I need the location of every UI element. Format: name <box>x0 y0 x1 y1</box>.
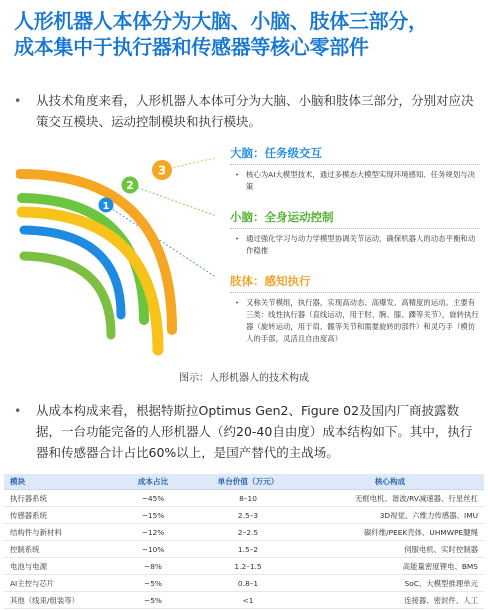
brain-section <box>230 145 480 193</box>
cost-share-cell: ~45% <box>106 490 200 507</box>
table-header-row <box>4 474 484 490</box>
bullet-icon: • <box>14 93 22 108</box>
module-cell: 其他（线束/组装等） <box>4 592 106 609</box>
core-components-cell: 连接器、密封件、人工 <box>296 592 484 609</box>
title-line-2: 成本集中于执行器和传感器等核心零部件 <box>14 35 369 59</box>
limb-description: • 又称关节模组，执行器，实现高动态、高爆发、高精度的运动。主要有三类：线性执行器（直线运动，用于肘、腕、膝、踝等关节），旋转执行器（旋转运动，用于肩、髋等关节和需要旋转的部件）和灵巧手（模仿人的手部，灵活且自由度高） <box>230 297 480 345</box>
bullet-icon: • <box>14 403 22 418</box>
column-header-cost-share: 成本占比 <box>106 474 200 490</box>
table-row <box>4 490 484 507</box>
column-header-core-components: 核心构成 <box>296 474 484 490</box>
cost-text: 从成本构成来看，根据特斯拉Optimus Gen2、Figure 02及国内厂商披露数据，一台功能完备的人形机器人（约20-40自由度）成本结构如下。其中，执行器和传感器合计占比60%以上，是国产替代的主战场。 <box>36 403 473 460</box>
marker-2-label: 2 <box>126 179 134 192</box>
limb-section <box>230 273 480 345</box>
module-cell: AI主控与芯片 <box>4 575 106 592</box>
unit-value-cell: 2–2.5 <box>200 524 296 541</box>
cerebellum-section <box>230 209 480 257</box>
brain-cerebellum-limb-arc-diagram <box>16 150 216 360</box>
table-row <box>4 541 484 558</box>
module-cell: 电池与电源 <box>4 558 106 575</box>
cost-share-cell: ~8% <box>106 558 200 575</box>
module-cell: 执行器系统 <box>4 490 106 507</box>
cost-share-cell: ~5% <box>106 575 200 592</box>
core-components-cell: 高能量密度锂电、BMS <box>296 558 484 575</box>
core-components-cell: SoC、大模型推理单元 <box>296 575 484 592</box>
unit-value-cell: 0.8–1 <box>200 575 296 592</box>
core-components-cell: 无框电机、谐波/RV减速器、行星丝杠 <box>296 490 484 507</box>
table-row <box>4 575 484 592</box>
core-components-cell: 伺服电机、实时控制器 <box>296 541 484 558</box>
limb-heading: 肢体：感知执行 <box>230 273 480 292</box>
cerebellum-heading: 小脑：全身运动控制 <box>230 209 480 228</box>
module-cell: 传感器系统 <box>4 507 106 524</box>
table-row <box>4 507 484 524</box>
cost-share-cell: ~10% <box>106 541 200 558</box>
cost-paragraph <box>14 400 476 463</box>
arc-2-leader-line <box>130 185 216 220</box>
title-line-1: 人形机器人本体分为大脑、小脑、肢体三部分， <box>14 9 428 33</box>
brain-description: • 核心为AI大模型技术，通过多模态大模型实现环境感知、任务规划与决策 <box>230 169 480 193</box>
intro-text: 从技术角度来看，人形机器人本体可分为大脑、小脑和肢体三部分，分别对应决策交互模块、运动控制模块和执行模块。 <box>36 93 474 129</box>
cost-share-cell: ~15% <box>106 507 200 524</box>
core-components-cell: 碳纤维/PEEK壳体、UHMWPE腱绳 <box>296 524 484 541</box>
module-cell: 控制系统 <box>4 541 106 558</box>
column-header-module: 模块 <box>4 474 106 490</box>
core-components-cell: 3D视觉、六维力传感器、IMU <box>296 507 484 524</box>
page-title <box>14 8 482 60</box>
cost-share-cell: ~12% <box>106 524 200 541</box>
intro-paragraph <box>14 90 476 132</box>
figure-caption: 图示：人形机器人的技术构成 <box>179 373 309 384</box>
marker-3-label: 3 <box>157 163 167 178</box>
column-header-unit-value: 单台价值（万元） <box>200 474 296 490</box>
cost-structure-table <box>4 474 484 609</box>
cost-share-cell: ~5% <box>106 592 200 609</box>
marker-1-label: 1 <box>102 201 110 212</box>
unit-value-cell: 8–10 <box>200 490 296 507</box>
unit-value-cell: <1 <box>200 592 296 609</box>
module-cell: 结构件与新材料 <box>4 524 106 541</box>
table-row <box>4 524 484 541</box>
green-arc-inner <box>24 256 111 335</box>
unit-value-cell: 1.2–1.5 <box>200 558 296 575</box>
table-row <box>4 592 484 609</box>
unit-value-cell: 1.5–2 <box>200 541 296 558</box>
cerebellum-description: • 通过强化学习与动力学模型协调关节运动，确保机器人的动态平衡和动作稳推 <box>230 233 480 257</box>
brain-heading: 大脑：任务级交互 <box>230 145 480 164</box>
table-row <box>4 558 484 575</box>
unit-value-cell: 2.5–3 <box>200 507 296 524</box>
